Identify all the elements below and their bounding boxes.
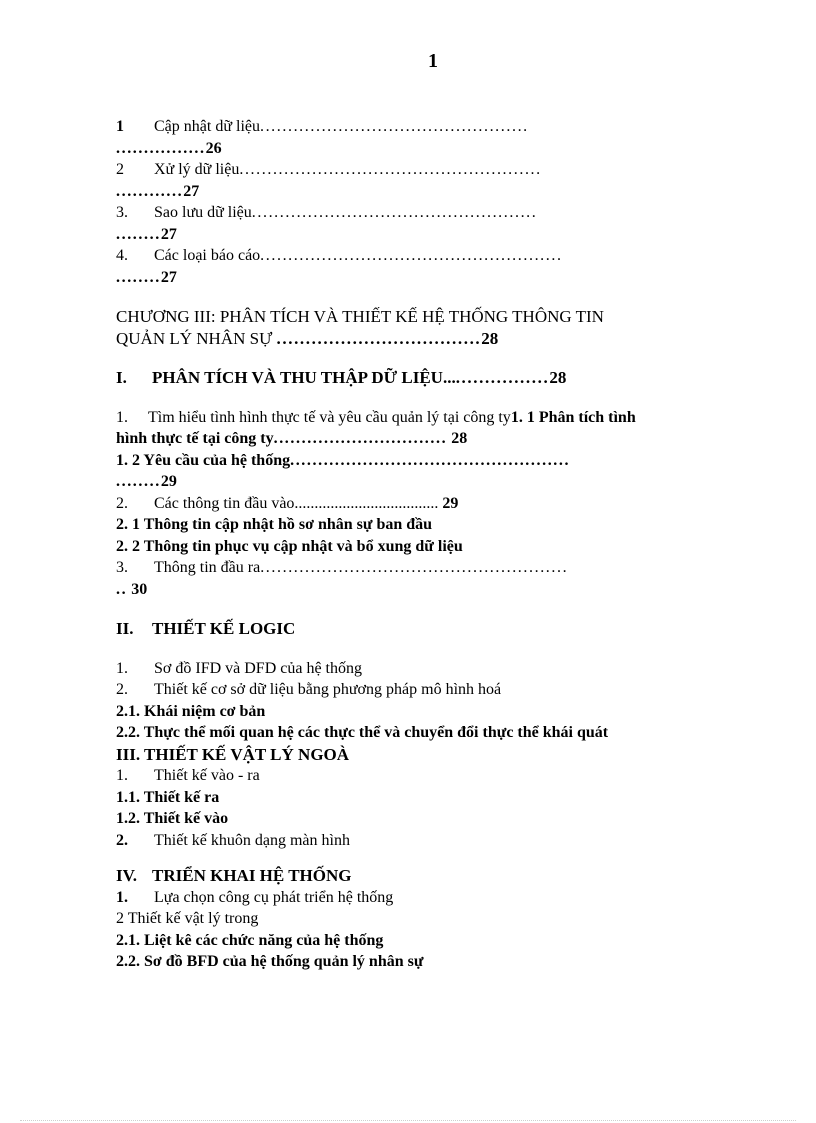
toc-entry-system-requirements[interactable]: 1. 2 Yêu cầu của hệ thống.................................................. <box>116 451 571 469</box>
toc-entry-dev-tools[interactable]: 1. Lựa chọn công cụ phát triển hệ thống <box>116 888 394 906</box>
page-ref: 28 <box>451 430 468 447</box>
dot-leader: ...................................................... <box>239 161 542 178</box>
toc-entry-input-design[interactable]: 1.2. Thiết kế vào <box>116 810 229 827</box>
toc-entry-output-info[interactable]: 3. Thông tin đầu ra....................................................... <box>116 559 569 576</box>
dot-leader: .................................... <box>294 494 439 512</box>
toc-entry-page-line <box>116 267 742 289</box>
toc-entry-internal-physical-design[interactable]: 2 Thiết kế vật lý trong <box>116 910 259 927</box>
page-number: 1 <box>428 50 438 72</box>
page-ref: 29 <box>160 473 177 490</box>
toc-entry-screen-layout[interactable]: 2. Thiết kế khuôn dạng màn hình <box>116 831 350 849</box>
page-ref: 29 <box>442 494 459 512</box>
toc-entry-db-design[interactable]: 2. Thiết kế cơ sở dữ liệu bằng phương pháp mô hình hoá <box>116 681 502 698</box>
toc-entry-page-line <box>116 471 742 493</box>
dot-leader: .. <box>116 580 128 598</box>
toc-entry-input-info[interactable]: 2. Các thông tin đầu vào.................................... 29 <box>116 494 459 512</box>
dot-leader: ....................................................... <box>260 559 569 576</box>
toc-chapter-3-cont: QUẢN LÝ NHÂN SỰ ...................................28 <box>116 328 499 348</box>
toc-entry-update-supplement[interactable]: 2. 2 Thông tin phục vụ cập nhật và bổ xung dữ liệu <box>116 537 463 555</box>
toc-entry-io-design[interactable]: 1. Thiết kế vào - ra <box>116 767 260 784</box>
table-of-contents <box>116 116 742 973</box>
page-ref: 27 <box>160 225 177 243</box>
page-ref: 30 <box>131 580 148 598</box>
dot-leader: ................ <box>116 139 206 157</box>
dot-leader: ................ <box>455 368 550 387</box>
toc-entry-process-data[interactable]: 2 Xử lý dữ liệu...................................................... <box>116 161 542 178</box>
toc-chapter-3[interactable]: CHƯƠNG III: PHÂN TÍCH VÀ THIẾT KẾ HỆ THỐNG THÔNG TIN <box>116 307 604 326</box>
toc-part-2[interactable]: II. THIẾT KẾ LOGIC <box>116 619 296 638</box>
page-ref: 27 <box>183 182 200 200</box>
page-ref: 26 <box>205 139 222 157</box>
toc-entry-report-types[interactable]: 4. Các loại báo cáo...................................................... <box>116 247 563 264</box>
toc-entry-investigate-cont: hình thực tế tại công ty............................... 28 <box>116 430 468 447</box>
toc-entry-ifd-dfd[interactable]: 1. Sơ đồ IFD và DFD của hệ thống <box>116 659 362 677</box>
dot-leader: ........ <box>116 225 161 243</box>
toc-entry-bfd-diagram[interactable]: 2.2. Sơ đồ BFD của hệ thống quản lý nhân sự <box>116 953 424 970</box>
dot-leader: .................................................. <box>290 451 571 469</box>
toc-entry-output-design[interactable]: 1.1. Thiết kế ra <box>116 788 220 806</box>
toc-entry-initial-records[interactable]: 2. 1 Thông tin cập nhật hồ sơ nhân sự ban đầu <box>116 516 433 533</box>
dot-leader: ................................... <box>276 328 482 348</box>
toc-entry-system-functions[interactable]: 2.1. Liệt kê các chức năng của hệ thống <box>116 931 384 949</box>
dot-leader: ............ <box>116 182 184 200</box>
dot-leader: ................................................... <box>251 204 538 221</box>
toc-part-4[interactable]: IV. TRIỂN KHAI HỆ THỐNG <box>116 866 352 885</box>
dot-leader: ................................................ <box>259 118 529 135</box>
toc-entry-investigate[interactable]: 1. Tìm hiểu tình hình thực tế và yêu cầu quản lý tại công ty1. 1 Phân tích tình <box>116 408 636 426</box>
toc-part-3[interactable]: III. THIẾT KẾ VẬT LÝ NGOÀ <box>116 744 350 764</box>
page-ref: 28 <box>549 368 567 387</box>
dot-leader: ...................................................... <box>260 247 563 264</box>
toc-entry-basic-concepts[interactable]: 2.1. Khái niệm cơ bản <box>116 702 266 720</box>
page-ref: 28 <box>481 328 499 348</box>
toc-entry-page-line <box>116 181 742 203</box>
page-bottom-border <box>20 1120 796 1121</box>
toc-part-1[interactable]: I. PHÂN TÍCH VÀ THU THẬP DỮ LIỆU...................28 <box>116 368 567 387</box>
dot-leader: ............................... <box>273 430 448 447</box>
toc-entry-page-line <box>116 138 742 160</box>
page-ref: 27 <box>160 268 177 286</box>
toc-entry-entity-relations[interactable]: 2.2. Thực thể mối quan hệ các thực thể và chuyển đổi thực thể khái quát <box>116 724 609 741</box>
toc-entry-page-line <box>116 224 742 246</box>
dot-leader: ........ <box>116 268 161 286</box>
toc-entry-backup-data[interactable]: 3. Sao lưu dữ liệu................................................... <box>116 204 538 221</box>
toc-entry-update-data[interactable]: 1 Cập nhật dữ liệu................................................ <box>116 118 529 135</box>
toc-entry-page-line <box>116 579 742 601</box>
dot-leader: ........ <box>116 473 161 490</box>
